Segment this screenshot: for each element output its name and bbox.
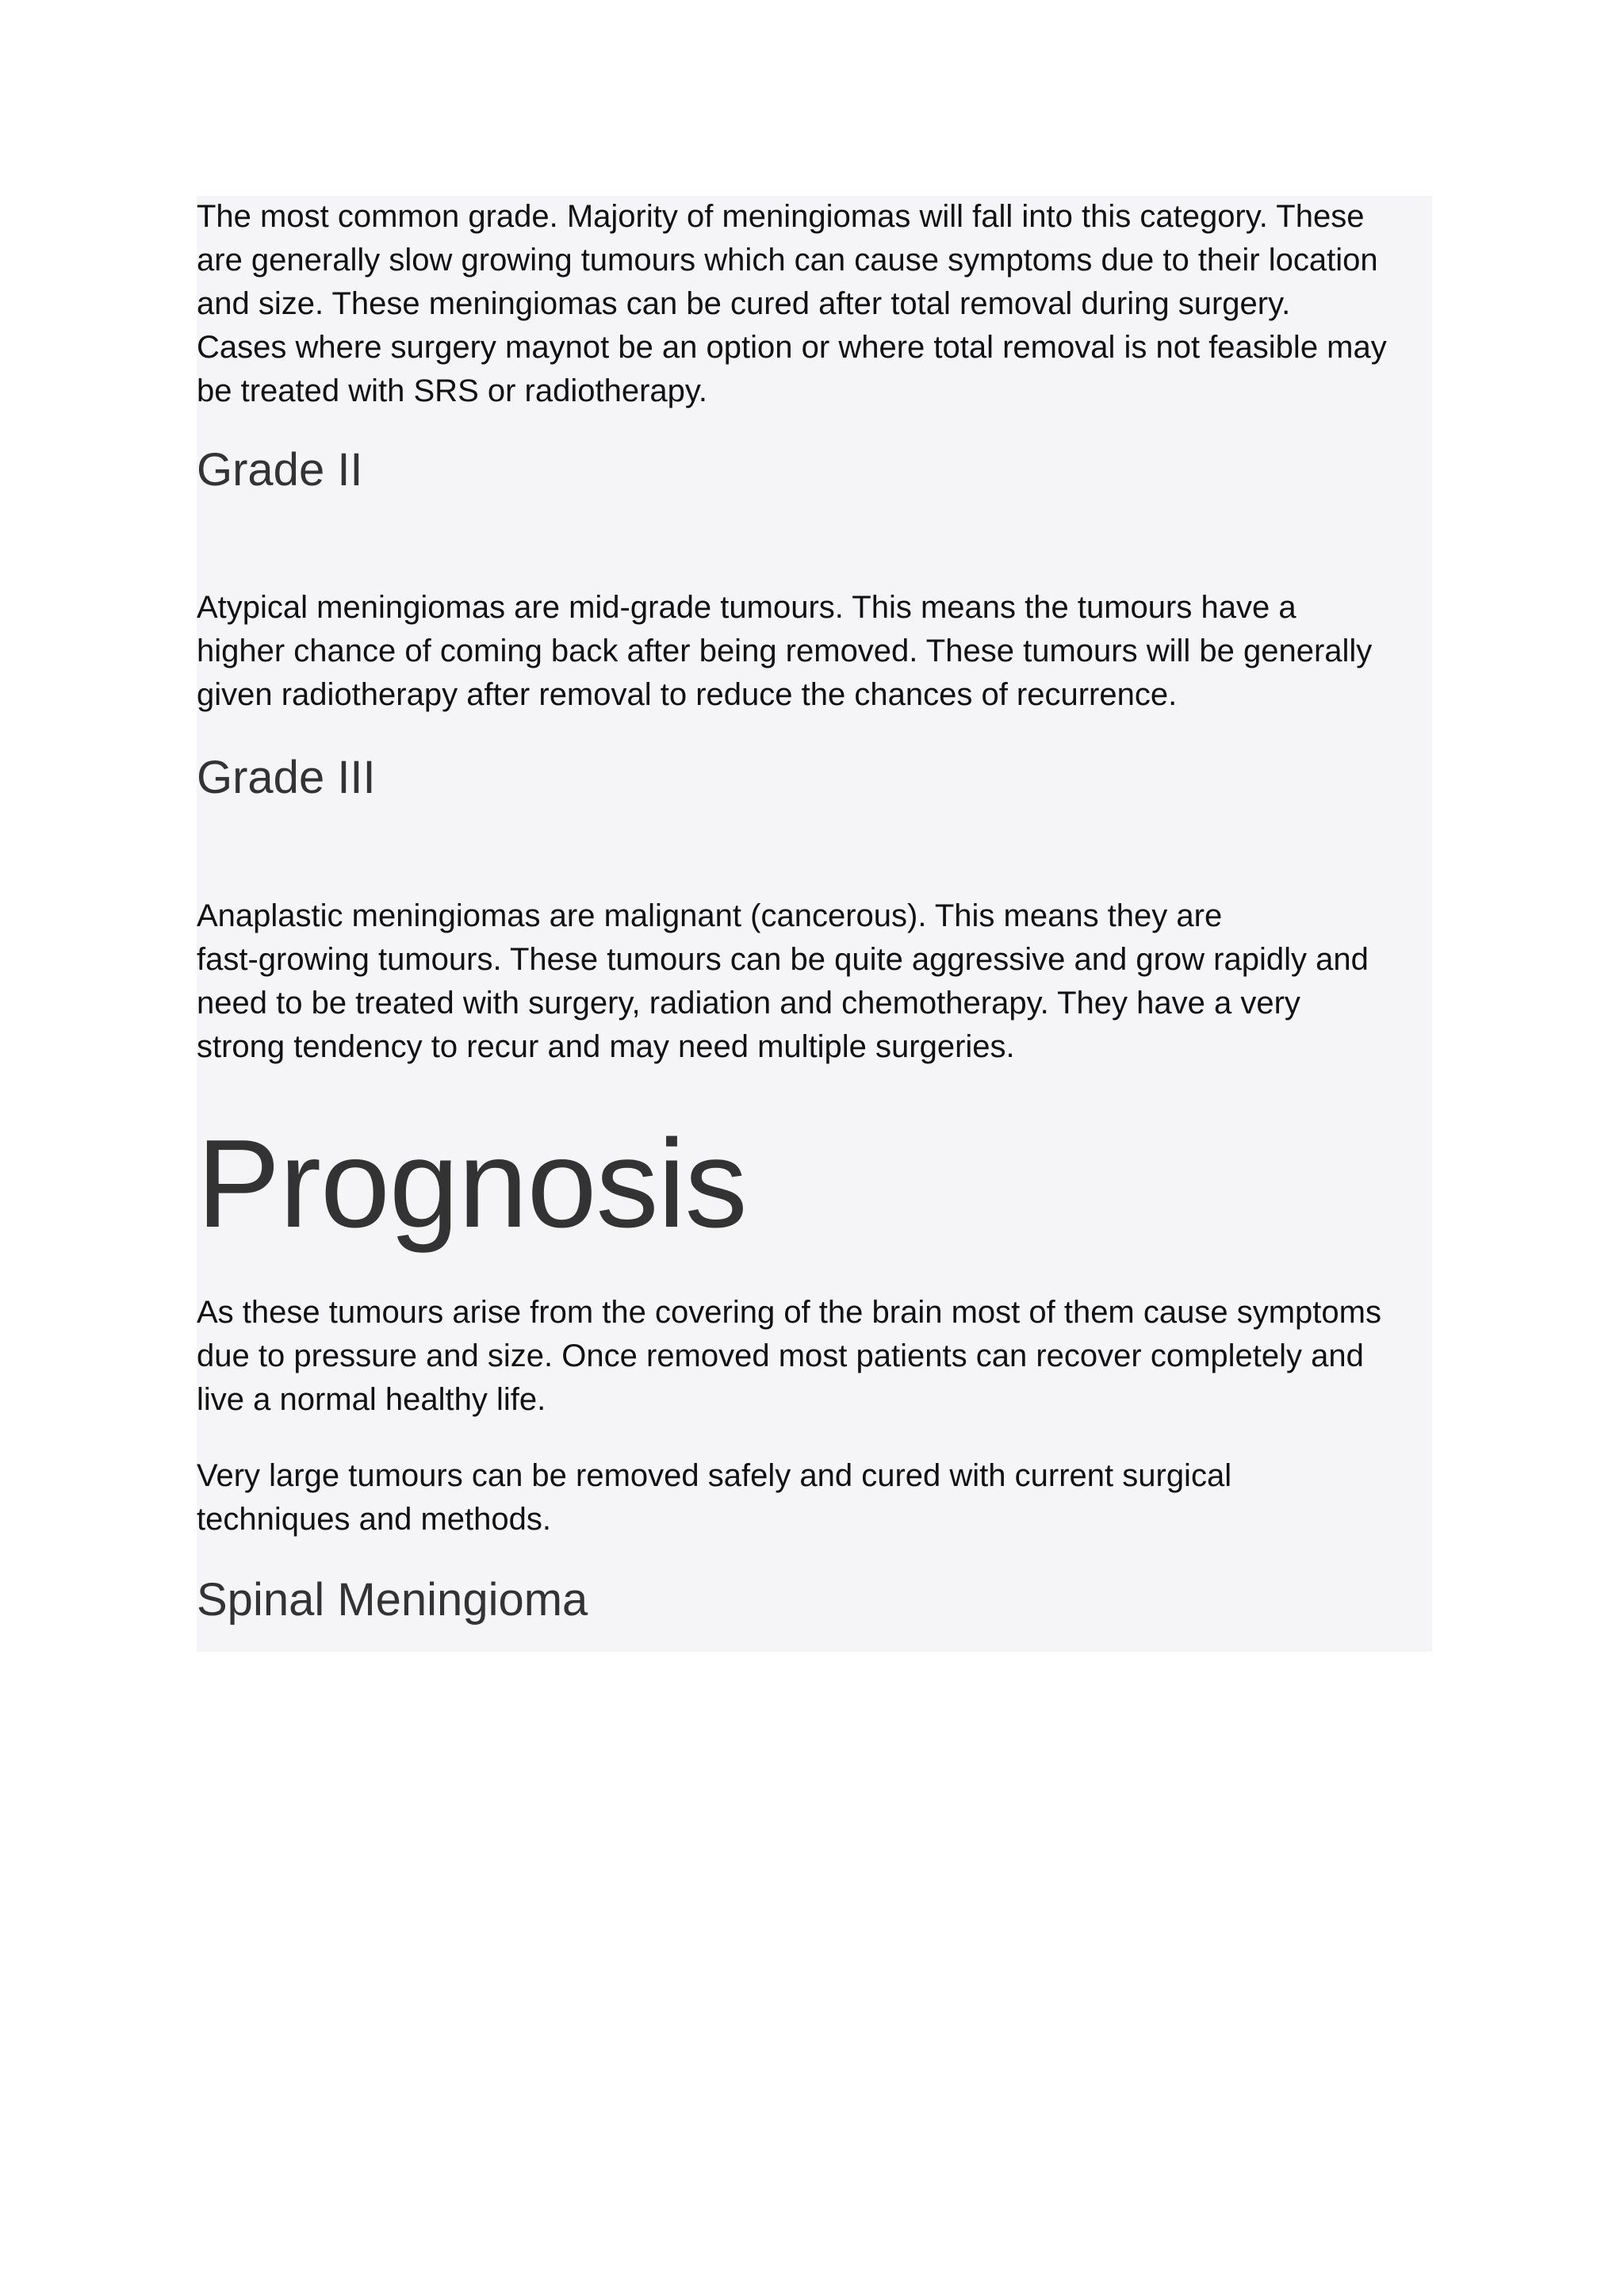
grade-3-heading: Grade III <box>197 752 376 803</box>
prognosis-paragraph-1: As these tumours arise from the covering of the brain most of them cause symptoms due to pressure and size. Once removed most patients can recover completely and live a normal healthy life. <box>197 1295 1381 1417</box>
prognosis-heading: Prognosis <box>197 1114 747 1254</box>
grade-3-paragraph: Anaplastic meningiomas are malignant (cancerous). This means they are fast-growing tumours. These tumours can be quite aggressive and grow rapidly and need to be treated with surgery, radiation and chemotherapy. They have a very strong tendency to recur and may need multiple surgeries. <box>197 898 1369 1064</box>
grade-1-paragraph: The most common grade. Majority of meningiomas will fall into this category. These are generally slow growing tumours which can cause symptoms due to their location and size. These meningiomas can be cured after total removal during surgery. Cases where surgery maynot be an option or where total removal is not feasible may be treated with SRS or radiotherapy. <box>197 199 1387 408</box>
grade-2-heading: Grade II <box>197 444 363 496</box>
grade-2-paragraph: Atypical meningiomas are mid-grade tumours. This means the tumours have a higher chance of coming back after being removed. These tumours will be generally given radiotherapy after removal to reduce the chances of recurrence. <box>197 590 1373 712</box>
prognosis-paragraph-2: Very large tumours can be removed safely and cured with current surgical techniques and methods. <box>197 1458 1232 1537</box>
spinal-meningioma-heading: Spinal Meningioma <box>197 1574 588 1626</box>
